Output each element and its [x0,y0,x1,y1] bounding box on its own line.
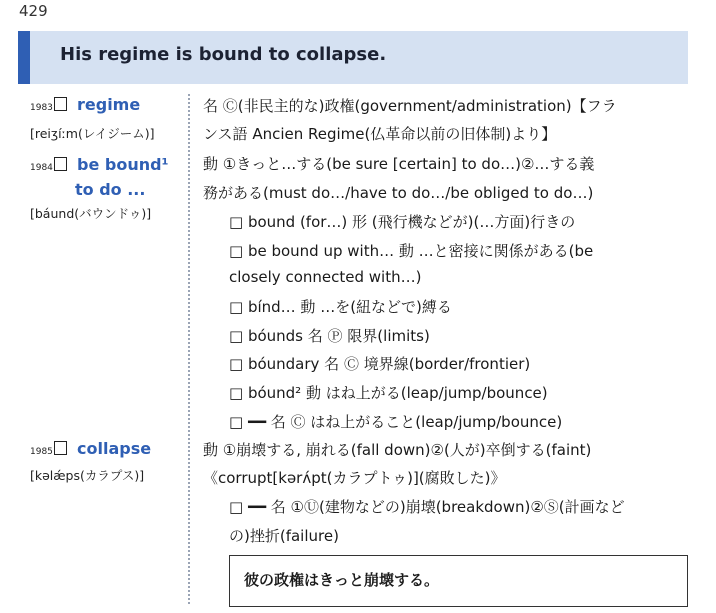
related-term-line: closely connected with…) [229,268,422,286]
related-term-line: □ bound (for…) 形 (飛行機などが)(…方面)行きの [229,213,576,231]
headword: collapse [77,439,152,458]
entry-number: 1984 [30,163,53,173]
entry-be-bound-head [30,155,169,174]
related-term-line: □ bínd… 動 …を(紐などで)縛る [229,298,452,316]
related-term-line: □ bóunds 名 Ⓟ 限界(limits) [229,327,430,345]
banner-accent-bar [18,31,30,84]
definition-line: 動 ①崩壊する, 崩れる(fall down)②(人が)卒倒する(faint) [203,441,592,459]
headword-continued: to do ... [75,180,146,199]
related-term-line: の)挫折(failure) [229,527,339,545]
example-sentence-box [229,555,688,607]
definition-line: 名 Ⓒ(非民主的な)政権(government/administration)【フラ [203,97,617,115]
pronunciation: [reiʒíːm(レイジーム)] [30,126,155,141]
definition-line: 務がある(must do…/have to do…/be obliged to do…) [203,184,594,202]
entry-number: 1983 [30,103,53,113]
related-term-line: □ bóundary 名 Ⓒ 境界線(border/frontier) [229,355,531,373]
page-number: 429 [19,2,48,20]
entry-regime-head [30,95,140,114]
definition-line: 動 ①きっと…する(be sure [certain] to do…)②…する義 [203,155,595,173]
checkbox-icon [54,441,67,455]
definition-line: ンス語 Ancien Regime(仏革命以前の旧体制)より】 [203,125,557,143]
related-term-line: □ ━━ 名 Ⓒ はね上がること(leap/jump/bounce) [229,413,563,431]
pronunciation: [báund(バウンドゥ)] [30,206,152,221]
checkbox-icon [54,97,67,111]
headword: regime [77,95,141,114]
pronunciation: [kəlǽps(カラプス)] [30,468,145,483]
related-term-line: □ be bound up with… 動 …と密接に関係がある(be [229,242,594,260]
entry-number: 1985 [30,447,53,457]
headword: be bound¹ [77,155,169,174]
banner-sentence: His regime is bound to collapse. [60,44,387,65]
entry-collapse-head [30,439,151,458]
definition-line: 《corrupt[kərʌ́pt(カラプトゥ)](腐敗した)》 [203,469,506,487]
example-sentence: 彼の政権はきっと崩壊する。 [244,571,440,589]
column-separator [188,94,190,604]
checkbox-icon [54,157,67,171]
related-term-line: □ bóund² 動 はね上がる(leap/jump/bounce) [229,384,548,402]
related-term-line: □ ━━ 名 ①Ⓤ(建物などの)崩壊(breakdown)②Ⓢ(計画など [229,498,625,516]
